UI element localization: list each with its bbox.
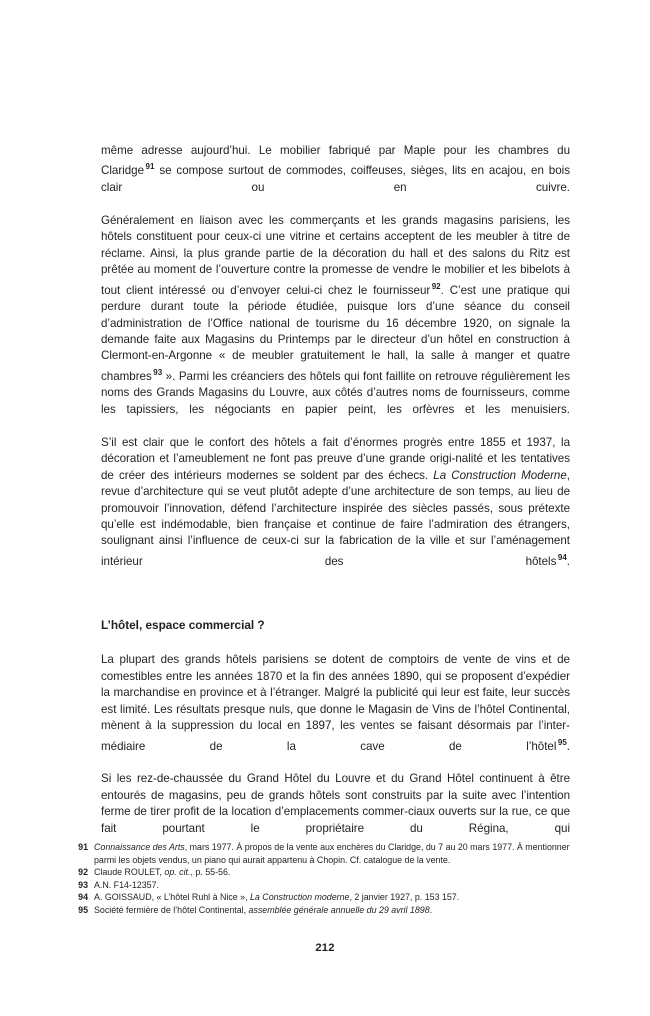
- footnote-number: 95: [78, 904, 88, 915]
- footnote-text: A.N. F14-12357.: [94, 879, 159, 890]
- footnote-item: [72, 891, 572, 904]
- footnote-item: [72, 879, 572, 892]
- body-paragraph: Généralement en liaison avec les commerçants et les grands magasins parisiens, les hôtels constituent pour ceux-ci une vitrine et certains acceptent de les meubler à titre de réclame. Ainsi, la plus grande partie de la décoration du hall et des salons du Ritz est prêtée au moment de l’ouverture contre la promesse de vendre le mobilier et les bibelots à tout client intéressé ou d’envoyer celui-ci chez le fournisseur $^{92}$. C’est une pratique qui perdure durant toute la période étudiée, puisque lors d’une séance du conseil d’administration de l’Office national de tourisme du 16 décembre 1920, on signale la demande faite aux Magasins du Printemps par le directeur d’un hôtel en construction à Clermont-en-Argonne « de meubler gratuitement le hall, la salle à manger et quatre chambres $^{93}$ ». Parmi les créanciers des hôtels qui font faillite on retrouve régulièrement les noms des Grands Magasins du Louvre, aux côtés d’autres noms de fournisseurs, comme les tapissiers, les négociants en papier peint, les orfèvres et les menuisiers.: [101, 213, 570, 416]
- page-number: 212: [315, 942, 335, 954]
- spacer-before-heading: [101, 587, 570, 617]
- footnote-number: 94: [78, 892, 88, 903]
- footnote-reference[interactable]: 93: [153, 367, 163, 377]
- italic-title: op. cit.: [164, 867, 191, 878]
- spacer-after-heading: [101, 633, 570, 652]
- footnote-text: Connaissance des Arts, mars 1977. À propos de la vente aux enchères du Claridge, du 7 au 20 mars 1977. À mentionner parmi les objets vendus, un piano qui aurait appartenu à Chopin. Cf. catalogue de la vente.: [94, 842, 570, 865]
- section-heading: L’hôtel, espace commercial ?: [101, 617, 265, 632]
- footnote-reference[interactable]: 94: [557, 552, 567, 562]
- footnote-reference[interactable]: 92: [431, 281, 441, 291]
- body-paragraphs-after-heading: [101, 652, 570, 853]
- body-paragraph: Si les rez-de-chaussée du Grand Hôtel du Louvre et du Grand Hôtel continuent à être entourés de magasins, peu de grands hôtels sont construits par la suite avec l’intention ferme de tirer profit de la location d’emplacements commer-ciaux ouverts sur la rue, ce que fait pourtant le propriétaire du Régina, qui: [101, 772, 570, 835]
- footnote-item: [72, 841, 572, 866]
- body-paragraph: même adresse aujourd’hui. Le mobilier fabriqué par Maple pour les chambres du Claridge $^{91}$ se compose surtout de commodes, coiffeuses, sièges, lits en acajou, en bois clair ou en cuivre.: [101, 144, 570, 194]
- footnote-item: [72, 866, 572, 879]
- body-paragraph: S’il est clair que le confort des hôtels a fait d’énormes progrès entre 1855 et 1937, la décoration et l’ameublement ne font pas preuve d’une grande origi-nalité et les tentatives de créer des intérieurs modernes se soldent par des échecs. La Construction Moderne, revue d’architecture qui se veut plutôt adepte d’une architecture de son temps, au lieu de promouvoir l’innovation, défend l’architecture inspirée des siècles passés, sous prétexte qu’elle est indémodable, bien française et continue de faire l’admiration des étrangers, soulignant ainsi l’influence de ceux-ci sur la fabrication de la ville et sur l’aménagement intérieur des hôtels $^{94}$.: [101, 435, 570, 568]
- footnote-text: Claude ROULET, op. cit., p. 55-56.: [94, 867, 231, 878]
- footnote-text: Société fermière de l’hôtel Continental, assemblée générale annuelle du 29 avril 1898.: [94, 904, 433, 915]
- footnote-number: 92: [78, 867, 88, 878]
- italic-title: assemblée générale annuelle du 29 avril 1898: [248, 904, 430, 915]
- footnote-text: A. GOISSAUD, « L’hôtel Ruhl à Nice », La Construction moderne, 2 janvier 1927, p. 153 157.: [94, 892, 460, 903]
- body-text-column: [101, 143, 570, 854]
- italic-title: La Construction moderne: [250, 892, 350, 903]
- footnotes-block: [72, 841, 572, 916]
- body-paragraphs-before-heading: [101, 143, 570, 587]
- italic-title: La Construction Moderne: [433, 468, 567, 482]
- italic-title: Connaissance des Arts: [94, 842, 185, 852]
- footnote-reference[interactable]: 95: [557, 737, 567, 747]
- footnote-number: 91: [78, 842, 88, 852]
- footnote-item: [72, 904, 572, 917]
- footnote-reference[interactable]: 91: [145, 162, 155, 172]
- footnote-number: 93: [78, 879, 88, 890]
- body-paragraph: La plupart des grands hôtels parisiens se dotent de comptoirs de vente de vins et de comestibles entre les années 1870 et la fin des années 1890, qui se proposent d’expédier la marchandise en province et à l’étranger. Malgré la publicité qui leur est faite, leur succès est limité. Les résultats presque nuls, que donne le Magasin de Vins de l’hôtel Continental, mènent à la suppression du local en 1897, les ventes se faisant désormais par l’inter-médiaire de la cave de l’hôtel $^{95}$.: [101, 653, 570, 753]
